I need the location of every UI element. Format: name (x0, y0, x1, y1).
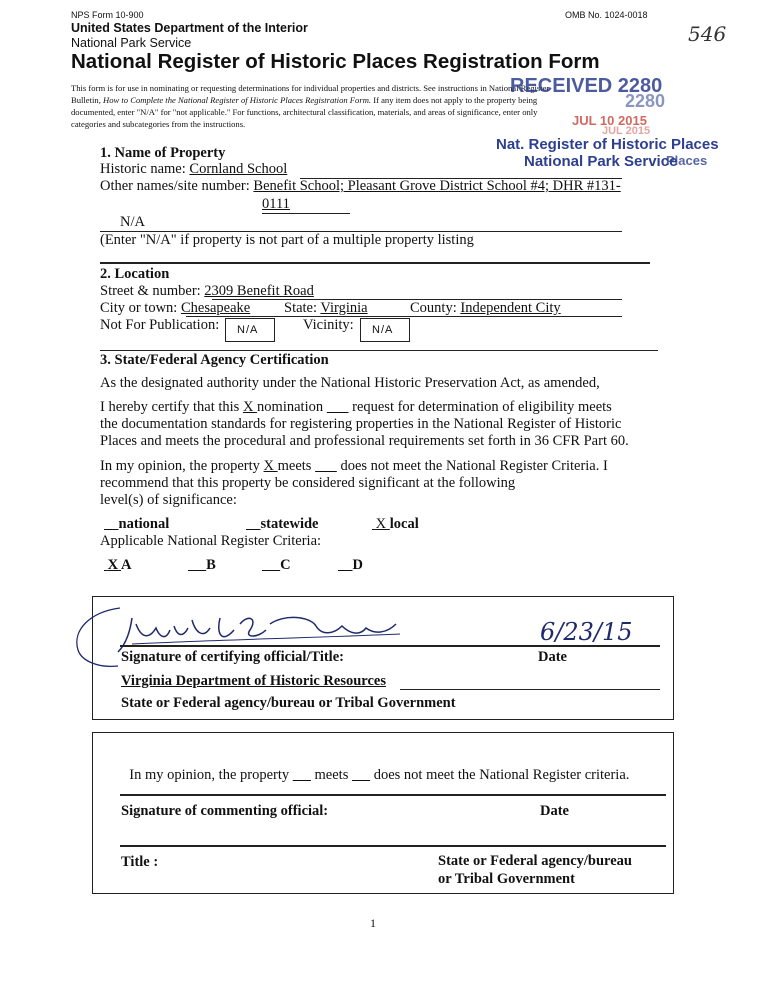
county-value: Independent City (460, 300, 561, 316)
register-stamp: Nat. Register of Historic Places (496, 136, 719, 153)
level-statewide: statewide (260, 516, 319, 532)
omb-number: OMB No. 1024-0018 (565, 10, 648, 20)
comment-title-label: Title : (121, 854, 159, 870)
section-divider (100, 262, 650, 264)
opinion-line: level(s) of significance: (100, 492, 237, 508)
agency: National Park Service (71, 36, 192, 50)
nfp-value: N/A (237, 324, 259, 336)
level-local: X local (375, 516, 419, 532)
criteria-b: B (206, 557, 216, 573)
vicinity-label: Vicinity: (303, 317, 354, 333)
other-names-line (262, 213, 350, 214)
other-names-row (100, 178, 621, 195)
instructions-line: Bulletin, How to Complete the National Register of Historic Places Registration Form. If any item does not apply to the property being (71, 95, 538, 105)
form-number: NPS Form 10-900 (71, 10, 144, 20)
agency-label: State or Federal agency/bureau or Tribal Government (121, 695, 456, 711)
certify-line: Places and meets the procedural and professional requirements set forth in 36 CFR Part 60. (100, 433, 629, 449)
section3-heading: 3. State/Federal Agency Certification (100, 352, 329, 368)
criteria-d: D (352, 557, 363, 573)
instructions-line: This form is for use in nominating or requesting determinations for individual properties and districts. See instructions in National Register (71, 83, 550, 93)
criteria-c: C (280, 557, 291, 573)
comment-agency-label (438, 852, 632, 888)
criteria-label: Applicable National Register Criteria: (100, 533, 322, 549)
multiple-listing-note: (Enter "N/A" if property is not part of a multiple property listing (100, 232, 474, 248)
historic-name-value: Cornland School (189, 161, 288, 177)
multiple-listing-na: N/A (120, 214, 145, 230)
certify-line: I hereby certify that this X nomination request for determination of eligibility meets (100, 399, 612, 415)
park-service-stamp: National Park Service (524, 153, 678, 170)
comment-opinion: In my opinion, the property meets does not meet the National Register criteria. (129, 767, 630, 783)
certify-line: the documentation standards for registering properties in the National Register of Historic (100, 416, 622, 432)
level-national: national (118, 516, 170, 532)
section2-heading: 2. Location (100, 266, 170, 282)
street-row (100, 283, 314, 300)
received-stamp-ghost: 2280 (625, 91, 666, 111)
other-names-value: Benefit School; Pleasant Grove District School #4; DHR #131- (253, 178, 621, 194)
state-row (284, 300, 368, 317)
comment-signature-label: Signature of commenting official: (121, 803, 329, 819)
signature-line (120, 645, 660, 647)
street-value: 2309 Benefit Road (204, 283, 314, 299)
city-line (186, 316, 622, 317)
vicinity-value: N/A (372, 324, 394, 336)
page-number: 1 (370, 916, 376, 930)
signature-date-handwritten: 6/23/15 (540, 618, 633, 646)
form-title: National Register of Historic Places Registration Form (71, 50, 600, 73)
historic-name-row (100, 161, 287, 178)
certify-text (100, 399, 629, 450)
city-label: City or town: (100, 300, 181, 316)
instructions-line: categories and subcategories from the instructions. (71, 119, 246, 129)
comment-agency-line: State or Federal agency/bureau (438, 853, 632, 869)
date-stamp: JUL 10 2015 (572, 113, 647, 128)
county-row (410, 300, 561, 317)
street-label: Street & number: (100, 283, 205, 299)
historic-name-label: Historic name: (100, 161, 190, 177)
nfp-label: Not For Publication: (100, 317, 220, 333)
section1-heading: 1. Name of Property (100, 145, 226, 161)
city-row (100, 300, 250, 317)
instructions-line: documented, enter "N/A" for "not applicable." For functions, architectural classification, materials, and areas of significance, enter only (71, 107, 538, 117)
comment-signature-line (120, 794, 666, 796)
received-stamp: RECEIVED 2280 (510, 75, 663, 97)
certifying-agency: Virginia Department of Historic Resources (121, 673, 386, 689)
department: United States Department of the Interior (71, 21, 308, 35)
designated-authority-text: As the designated authority under the National Historic Preservation Act, as amended, (100, 375, 600, 391)
state-value: Virginia (320, 300, 368, 316)
comment-title-line (120, 845, 666, 847)
section-divider (100, 350, 658, 351)
state-label: State: (284, 300, 321, 316)
places-stamp: Places (666, 153, 708, 168)
opinion-text (100, 458, 608, 509)
opinion-line: In my opinion, the property X meets does not meet the National Register Criteria. I (100, 458, 608, 474)
opinion-line: recommend that this property be considered significant at the following (100, 475, 516, 491)
date-label: Date (538, 649, 567, 665)
agency-line (400, 689, 660, 690)
handwritten-number: 546 (688, 22, 727, 46)
signature-label: Signature of certifying official/Title: (121, 649, 344, 665)
county-label: County: (410, 300, 461, 316)
criteria-a: X A (107, 557, 132, 573)
date-stamp-ghost: JUL 2015 (602, 125, 651, 137)
comment-agency-line: or Tribal Government (438, 871, 575, 887)
comment-date-label: Date (540, 803, 569, 819)
other-names-label: Other names/site number: (100, 178, 254, 194)
city-value: Chesapeake (180, 300, 251, 316)
other-names-value-cont: 0111 (262, 196, 290, 212)
